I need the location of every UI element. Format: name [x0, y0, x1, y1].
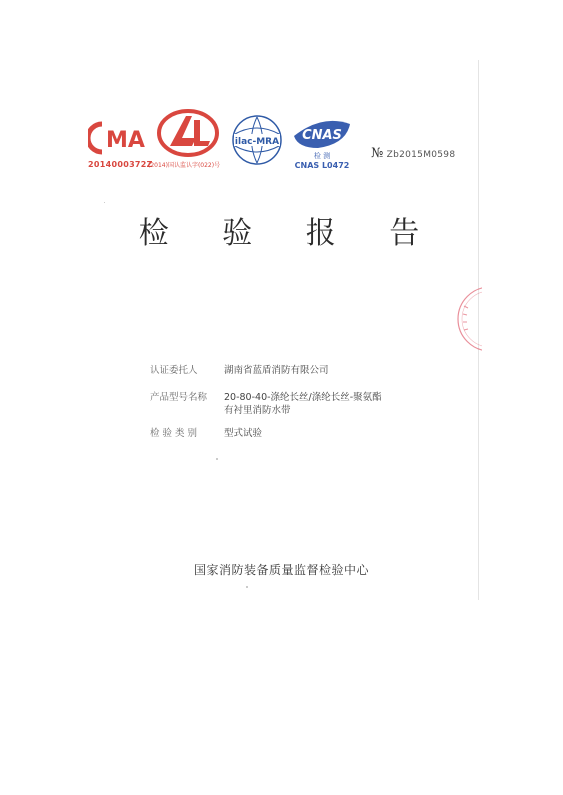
page-title: 检 验 报 告 [138, 216, 442, 251]
client-row [150, 364, 382, 377]
product-value [224, 391, 382, 417]
svg-text:检 测: 检 测 [313, 152, 331, 160]
cnas-logo [290, 114, 354, 174]
seal-stamp [452, 284, 482, 358]
product-value-line1: 20-80-40-涤纶长丝/涤纶长丝-聚氨酯 [224, 392, 382, 403]
cal-logo [156, 108, 220, 162]
certificate-number-value: Zb2015M0598 [386, 150, 456, 160]
category-row [150, 427, 382, 440]
svg-text:ilac-MRA: ilac-MRA [234, 137, 280, 147]
product-row [150, 391, 382, 417]
ilac-mra-logo [228, 114, 286, 170]
category-label: 检 验 类 别 [150, 428, 198, 439]
accreditation-logos [88, 108, 358, 178]
report-fields [150, 364, 382, 454]
number-symbol: № [371, 146, 384, 161]
category-value: 型式试验 [224, 428, 263, 439]
certificate-number [371, 146, 455, 161]
scan-speck [246, 586, 248, 588]
svg-text:CNAS: CNAS [302, 128, 342, 143]
svg-text:CNAS L0472: CNAS L0472 [294, 161, 350, 170]
cma-code: 2014000372Z [88, 160, 153, 169]
cal-code: (2014)国认监认字(022)号 [148, 162, 221, 169]
cma-logo [88, 120, 152, 160]
scan-speck [104, 202, 105, 203]
product-value-line2: 有衬里消防水带 [224, 405, 291, 416]
svg-text:MA: MA [106, 128, 145, 153]
client-value: 湖南省蓝盾消防有限公司 [224, 365, 329, 376]
client-label: 认证委托人 [150, 365, 198, 376]
issuing-organization: 国家消防装备质量监督检验中心 [193, 563, 369, 577]
scan-speck [216, 458, 218, 460]
product-label: 产品型号名称 [150, 392, 208, 403]
